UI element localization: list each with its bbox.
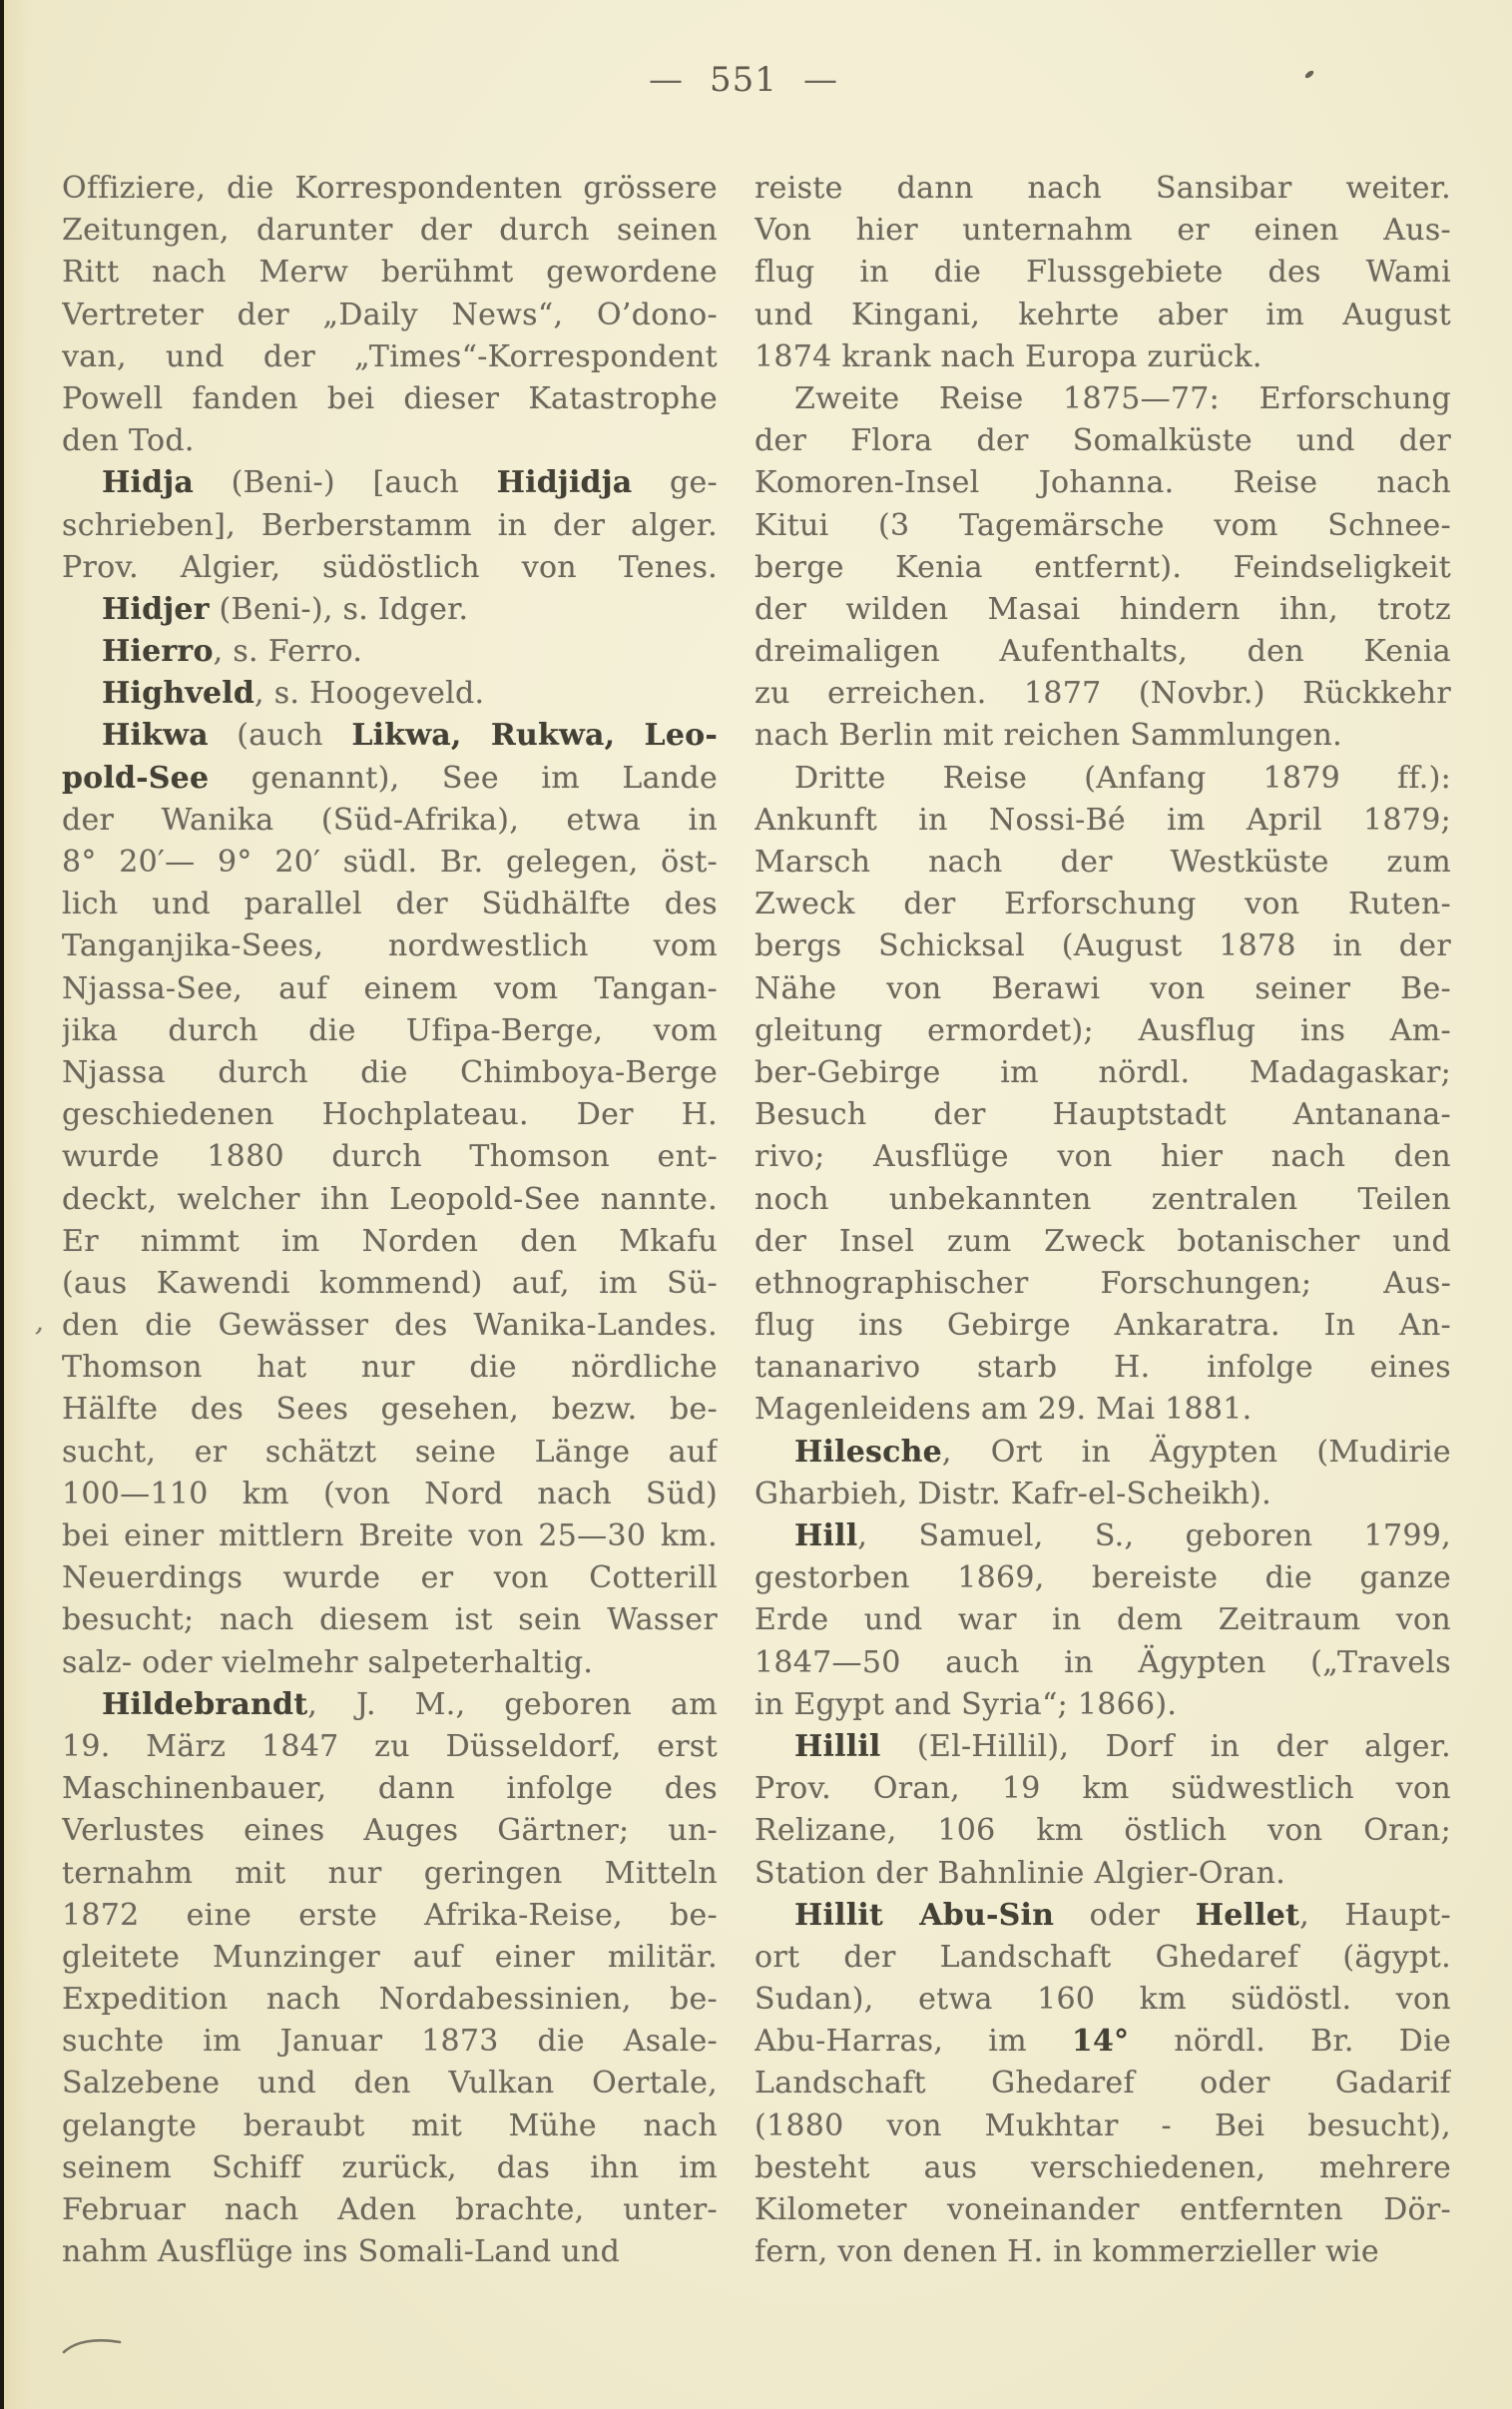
text-run: , s. Ferro. xyxy=(213,634,363,670)
text-run: ge- xyxy=(632,465,718,501)
text-line xyxy=(755,1474,1451,1515)
text-line xyxy=(755,547,1451,589)
text-run: der Insel zum Zweck botanischer und xyxy=(755,1223,1451,1259)
text-line xyxy=(755,1853,1451,1895)
margin-ink-mark: , xyxy=(33,1303,48,1340)
text-run: Von hier unternahm er einen Aus- xyxy=(755,213,1451,249)
entry-term: Hellet xyxy=(1195,1897,1300,1933)
text-run: reiste dann nach Sansibar weiter. xyxy=(755,171,1451,206)
text-run: Er nimmt im Norden den Mkafu xyxy=(62,1223,718,1259)
entry-term: Highveld xyxy=(102,676,255,712)
text-run: nach Berlin mit reichen Sammlungen. xyxy=(755,718,1342,754)
header-dash-left: — xyxy=(649,60,685,100)
text-line xyxy=(62,589,718,631)
text-line xyxy=(755,295,1451,336)
text-run: Februar nach Aden brachte, unter- xyxy=(62,2192,718,2227)
text-line xyxy=(62,758,718,800)
text-run: Vertreter der „Daily News“, O’dono- xyxy=(62,297,718,332)
text-line xyxy=(755,505,1451,547)
text-line xyxy=(62,1432,718,1474)
text-line xyxy=(755,758,1451,800)
text-run: Dritte Reise (Anfang 1879 ff.): xyxy=(794,760,1451,796)
text-run: 19. März 1847 zu Düsseldorf, erst xyxy=(62,1728,718,1764)
text-line xyxy=(755,1768,1451,1810)
text-run: genannt), See im Lande xyxy=(209,760,718,796)
text-line xyxy=(62,1557,718,1599)
text-run: nahm Ausflüge ins Somali-Land und xyxy=(62,2234,621,2270)
text-line xyxy=(755,1347,1451,1389)
text-line xyxy=(755,1557,1451,1599)
text-run: oder xyxy=(1054,1897,1196,1933)
text-run: seinem Schiff zurück, das ihn im xyxy=(62,2149,718,2185)
text-run: dreimaligen Aufenthalts, den Kenia xyxy=(755,634,1451,670)
text-run: (Beni-) [auch xyxy=(194,465,497,501)
text-line xyxy=(755,925,1451,967)
text-run: 8° 20′— 9° 20′ südl. Br. gelegen, öst- xyxy=(62,845,718,880)
text-run: der Flora der Somalküste und der xyxy=(755,423,1451,459)
text-run: Maschinenbauer, dann infolge des xyxy=(62,1771,718,1807)
text-run: deckt, welcher ihn Leopold-See nannte. xyxy=(62,1181,718,1217)
text-line xyxy=(755,884,1451,925)
text-run: Magenleidens am 29. Mai 1881. xyxy=(755,1392,1253,1428)
text-run: den Tod. xyxy=(62,423,195,459)
text-line xyxy=(62,1853,718,1895)
text-run: (aus Kawendi kommend) auf, im Sü- xyxy=(62,1265,718,1301)
text-run: , Ort in Ägypten (Mudirie xyxy=(941,1434,1451,1470)
text-line xyxy=(62,842,718,884)
text-line xyxy=(755,1895,1451,1937)
text-line xyxy=(755,1389,1451,1431)
text-line xyxy=(755,1599,1451,1641)
text-line xyxy=(755,1937,1451,1979)
text-line xyxy=(755,1810,1451,1852)
text-line xyxy=(62,295,718,336)
text-run: Zweck der Erforschung von Ruten- xyxy=(755,887,1451,922)
text-line xyxy=(755,968,1451,1010)
entry-term: Hikwa xyxy=(102,718,209,754)
text-line xyxy=(755,1432,1451,1474)
text-run: nördl. Br. Die xyxy=(1129,2024,1451,2060)
text-line xyxy=(755,2021,1451,2063)
entry-term: Hillil xyxy=(794,1728,881,1764)
text-line xyxy=(62,1810,718,1852)
text-line xyxy=(755,1221,1451,1263)
text-line xyxy=(755,420,1451,462)
entry-term: Likwa, Rukwa, Leo- xyxy=(351,718,718,754)
text-run: noch unbekannten zentralen Teilen xyxy=(755,1181,1451,1217)
text-line xyxy=(755,168,1451,210)
text-run: gestorben 1869, bereiste die ganze xyxy=(755,1560,1451,1596)
text-run: Nähe von Berawi von seiner Be- xyxy=(755,970,1451,1006)
text-run: (Beni-), s. Idger. xyxy=(209,591,469,627)
left-column xyxy=(62,168,718,2273)
text-line xyxy=(62,1389,718,1431)
text-line xyxy=(755,1263,1451,1305)
text-line xyxy=(755,631,1451,673)
text-line xyxy=(755,1979,1451,2021)
entry-term: Hidjer xyxy=(102,591,210,627)
text-line xyxy=(62,1347,718,1389)
text-run: , Samuel, S., geboren 1799, xyxy=(857,1518,1451,1553)
text-run: Kilometer voneinander entfernten Dör- xyxy=(755,2192,1451,2227)
text-line xyxy=(62,1979,718,2021)
entry-term: Hildebrandt xyxy=(102,1686,308,1722)
text-line xyxy=(62,925,718,967)
text-run: gleitung ermordet); Ausflug ins Am- xyxy=(755,1012,1451,1048)
text-run: Prov. Oran, 19 km südwestlich von xyxy=(755,1771,1451,1807)
text-run: Powell fanden bei dieser Katastrophe xyxy=(62,380,718,416)
entry-term: Hidja xyxy=(102,465,195,501)
text-run: Hälfte des Sees gesehen, bezw. be- xyxy=(62,1392,718,1428)
text-run: Offiziere, die Korrespondenten grössere xyxy=(62,171,718,206)
text-line xyxy=(62,1136,718,1178)
text-run: jika durch die Ufipa-Berge, vom xyxy=(62,1012,718,1048)
text-run: Sudan), etwa 160 km südöstl. von xyxy=(755,1982,1451,2018)
text-run: Neuerdings wurde er von Cotterill xyxy=(62,1560,718,1596)
entry-term: 14° xyxy=(1071,2024,1130,2060)
text-run: und Kingani, kehrte aber im August xyxy=(755,297,1451,332)
text-run: Njassa durch die Chimboya-Berge xyxy=(62,1054,718,1090)
text-run: Kitui (3 Tagemärsche vom Schnee- xyxy=(755,507,1451,543)
text-line xyxy=(755,1010,1451,1052)
text-line xyxy=(755,252,1451,294)
text-run: lich und parallel der Südhälfte des xyxy=(62,887,718,922)
text-line xyxy=(62,2147,718,2189)
text-run: ort der Landschaft Ghedaref (ägypt. xyxy=(755,1939,1451,1975)
text-line xyxy=(62,547,718,589)
text-run: Ankunft in Nossi-Bé im April 1879; xyxy=(755,802,1451,838)
text-line xyxy=(62,715,718,757)
entry-term: Hilesche xyxy=(794,1434,942,1470)
text-run: Verlustes eines Auges Gärtner; un- xyxy=(62,1813,718,1849)
text-line xyxy=(755,1179,1451,1221)
text-run: 1872 eine erste Afrika-Reise, be- xyxy=(62,1897,718,1933)
text-line xyxy=(755,2189,1451,2231)
text-line xyxy=(62,1094,718,1136)
text-run: Expedition nach Nordabessinien, be- xyxy=(62,1982,718,2018)
pen-stroke-mark xyxy=(62,2334,124,2360)
text-line xyxy=(755,378,1451,420)
text-run: Zeitungen, darunter der durch seinen xyxy=(62,213,718,249)
text-line xyxy=(62,1895,718,1937)
text-line xyxy=(62,168,718,210)
text-run: flug ins Gebirge Ankaratra. In An- xyxy=(755,1308,1451,1344)
text-run: besteht aus verschiedenen, mehrere xyxy=(755,2149,1451,2185)
text-line xyxy=(62,1768,718,1810)
text-run: Station der Bahnlinie Algier-Oran. xyxy=(755,1855,1286,1891)
page-number: 551 xyxy=(710,60,777,100)
text-line xyxy=(755,1305,1451,1347)
text-run: gelangte beraubt mit Mühe nach xyxy=(62,2108,718,2143)
text-line xyxy=(62,673,718,715)
text-run: bei einer mittlern Breite von 25—30 km. xyxy=(62,1518,718,1553)
text-run: tananarivo starb H. infolge eines xyxy=(755,1350,1451,1386)
text-line xyxy=(62,1474,718,1515)
entry-term: Hierro xyxy=(102,634,214,670)
text-line xyxy=(62,1179,718,1221)
text-line xyxy=(755,589,1451,631)
text-line xyxy=(62,1642,718,1684)
text-line xyxy=(755,715,1451,757)
text-run: den die Gewässer des Wanika-Landes. xyxy=(62,1308,718,1344)
text-run: Abu-Harras, im xyxy=(755,2024,1072,2060)
text-line xyxy=(755,2063,1451,2105)
text-run: gleitete Munzinger auf einer militär. xyxy=(62,1939,718,1975)
text-line xyxy=(755,1094,1451,1136)
text-line xyxy=(755,1726,1451,1768)
text-run: der Wanika (Süd-Afrika), etwa in xyxy=(62,802,718,838)
text-run: Besuch der Hauptstadt Antanana- xyxy=(755,1097,1451,1133)
text-line xyxy=(62,420,718,462)
text-run: van, und der „Times“-Korrespondent xyxy=(62,338,718,374)
text-line xyxy=(62,1937,718,1979)
text-line xyxy=(62,2106,718,2147)
text-line xyxy=(62,336,718,378)
text-line xyxy=(62,1263,718,1305)
text-line xyxy=(62,1726,718,1768)
text-run: (El-Hillil), Dorf in der alger. xyxy=(880,1728,1451,1764)
text-line xyxy=(62,2189,718,2231)
text-run: (auch xyxy=(208,718,352,754)
text-line xyxy=(755,800,1451,842)
text-run: salz- oder vielmehr salpeterhaltig. xyxy=(62,1644,594,1680)
text-line xyxy=(62,505,718,547)
text-line xyxy=(62,1010,718,1052)
text-run: rivo; Ausflüge von hier nach den xyxy=(755,1139,1451,1175)
text-run: flug in die Flussgebiete des Wami xyxy=(755,255,1451,291)
text-line xyxy=(62,968,718,1010)
right-column xyxy=(755,168,1451,2273)
entry-term: Hidjidja xyxy=(496,465,633,501)
text-line xyxy=(755,1684,1451,1726)
text-run: , J. M., geboren am xyxy=(307,1686,718,1722)
text-run: ethnographischer Forschungen; Aus- xyxy=(755,1265,1451,1301)
text-line xyxy=(755,210,1451,252)
text-run: wurde 1880 durch Thomson ent- xyxy=(62,1139,718,1175)
text-line xyxy=(755,2106,1451,2147)
text-line xyxy=(62,884,718,925)
text-line xyxy=(62,378,718,420)
text-run: Gharbieh, Distr. Kafr-el-Scheikh). xyxy=(755,1476,1272,1511)
text-line xyxy=(755,2147,1451,2189)
text-run: zu erreichen. 1877 (Novbr.) Rückkehr xyxy=(755,676,1451,712)
text-line xyxy=(62,1515,718,1557)
text-line xyxy=(62,462,718,504)
text-line xyxy=(755,673,1451,715)
text-run: Ritt nach Merw berühmt gewordene xyxy=(62,255,718,291)
text-run: ternahm mit nur geringen Mitteln xyxy=(62,1855,718,1891)
text-run: in Egypt and Syria“; 1866). xyxy=(755,1686,1178,1722)
text-run: besucht; nach diesem ist sein Wasser xyxy=(62,1602,718,1638)
text-run: geschiedenen Hochplateau. Der H. xyxy=(62,1097,718,1133)
text-run: Marsch nach der Westküste zum xyxy=(755,845,1451,880)
text-line xyxy=(755,2231,1451,2273)
text-run: suchte im Januar 1873 die Asale- xyxy=(62,2024,718,2060)
text-line xyxy=(62,2231,718,2273)
text-line xyxy=(62,800,718,842)
text-run: schrieben], Berberstamm in der alger. xyxy=(62,507,718,543)
text-run: , s. Hoogeveld. xyxy=(254,676,485,712)
text-run: bergs Schicksal (August 1878 in der xyxy=(755,928,1451,964)
text-run: Salzebene und den Vulkan Oertale, xyxy=(62,2066,718,2102)
text-run: Tanganjika-Sees, nordwestlich vom xyxy=(62,928,718,964)
text-run: , Haupt- xyxy=(1299,1897,1451,1933)
text-line xyxy=(62,1052,718,1094)
text-run: Landschaft Ghedaref oder Gadarif xyxy=(755,2066,1451,2102)
text-line xyxy=(755,1136,1451,1178)
text-line xyxy=(755,1515,1451,1557)
text-run: 1847—50 auch in Ägypten („Travels xyxy=(755,1644,1451,1680)
text-line xyxy=(62,631,718,673)
text-line xyxy=(755,336,1451,378)
text-line xyxy=(62,210,718,252)
text-line xyxy=(755,1052,1451,1094)
text-line xyxy=(755,1642,1451,1684)
text-line xyxy=(62,1599,718,1641)
text-line xyxy=(62,1684,718,1726)
page-header xyxy=(0,60,1487,100)
text-run: (1880 von Mukhtar - Bei besucht), xyxy=(755,2108,1451,2143)
text-run: Njassa-See, auf einem vom Tangan- xyxy=(62,970,718,1006)
text-line xyxy=(62,252,718,294)
text-run: sucht, er schätzt seine Länge auf xyxy=(62,1434,718,1470)
text-run: Komoren-Insel Johanna. Reise nach xyxy=(755,465,1451,501)
entry-term: Hill xyxy=(794,1518,858,1553)
text-line xyxy=(62,2021,718,2063)
entry-term: pold-See xyxy=(62,760,210,796)
text-run: Erde und war in dem Zeitraum von xyxy=(755,1602,1451,1638)
text-run: 1874 krank nach Europa zurück. xyxy=(755,338,1262,374)
text-line xyxy=(62,1305,718,1347)
text-run: fern, von denen H. in kommerzieller wie xyxy=(755,2234,1379,2270)
text-run: Zweite Reise 1875—77: Erforschung xyxy=(794,380,1451,416)
text-run: 100—110 km (von Nord nach Süd) xyxy=(62,1476,718,1511)
text-line xyxy=(62,1221,718,1263)
text-line xyxy=(62,2063,718,2105)
scan-edge-shadow xyxy=(4,0,30,2409)
text-run: Prov. Algier, südöstlich von Tenes. xyxy=(62,549,718,585)
text-line xyxy=(755,462,1451,504)
text-run: ber-Gebirge im nördl. Madagaskar; xyxy=(755,1054,1451,1090)
text-run: Relizane, 106 km östlich von Oran; xyxy=(755,1813,1451,1849)
text-run: der wilden Masai hindern ihn, trotz xyxy=(755,591,1451,627)
header-dash-right: — xyxy=(802,60,838,100)
text-line xyxy=(755,842,1451,884)
text-run: Thomson hat nur die nördliche xyxy=(62,1350,718,1386)
text-run: berge Kenia entfernt). Feindseligkeit xyxy=(755,549,1451,585)
entry-term: Hillit Abu-Sin xyxy=(794,1897,1055,1933)
